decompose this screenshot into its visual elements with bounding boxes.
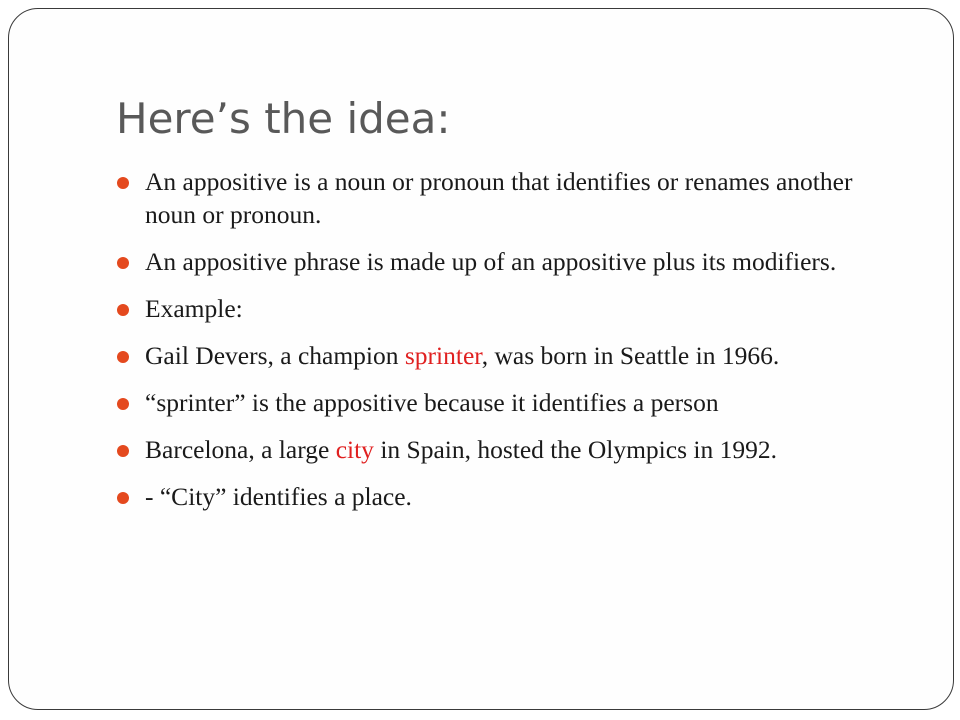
bullet-item-appositive-definition [114,165,884,231]
bullet-text: - “City” identifies a place. [145,482,412,511]
bullet-list [114,165,884,527]
bullet-dot-icon [117,445,129,457]
slide-title: Here’s the idea: [116,94,451,143]
bullet-item-appositive-phrase [114,245,884,278]
bullet-text: Example: [145,294,243,323]
bullet-text [145,341,779,370]
bullet-dot-icon [117,492,129,504]
bullet-item-city-explanation [114,480,884,513]
text-before: Barcelona, a large [145,435,336,464]
bullet-item-example-label [114,292,884,325]
text-after: , was born in Seattle in 1966. [481,341,780,370]
bullet-dot-icon [117,398,129,410]
bullet-dot-icon [117,177,129,189]
bullet-item-sprinter-explanation [114,386,884,419]
text-before: Gail Devers, a champion [145,341,405,370]
bullet-text: An appositive is a noun or pronoun that identifies or renames another noun or pronoun. [145,167,853,229]
bullet-dot-icon [117,257,129,269]
bullet-text [145,435,777,464]
bullet-dot-icon [117,304,129,316]
bullet-dot-icon [117,351,129,363]
bullet-item-gail-devers-example [114,339,884,372]
highlighted-appositive: city [335,435,374,464]
highlighted-appositive: sprinter [404,341,482,370]
bullet-text: An appositive phrase is made up of an appositive plus its modifiers. [145,247,837,276]
bullet-item-barcelona-example [114,433,884,466]
slide-frame [8,8,954,710]
bullet-text: “sprinter” is the appositive because it identifies a person [145,388,719,417]
text-after: in Spain, hosted the Olympics in 1992. [373,435,777,464]
